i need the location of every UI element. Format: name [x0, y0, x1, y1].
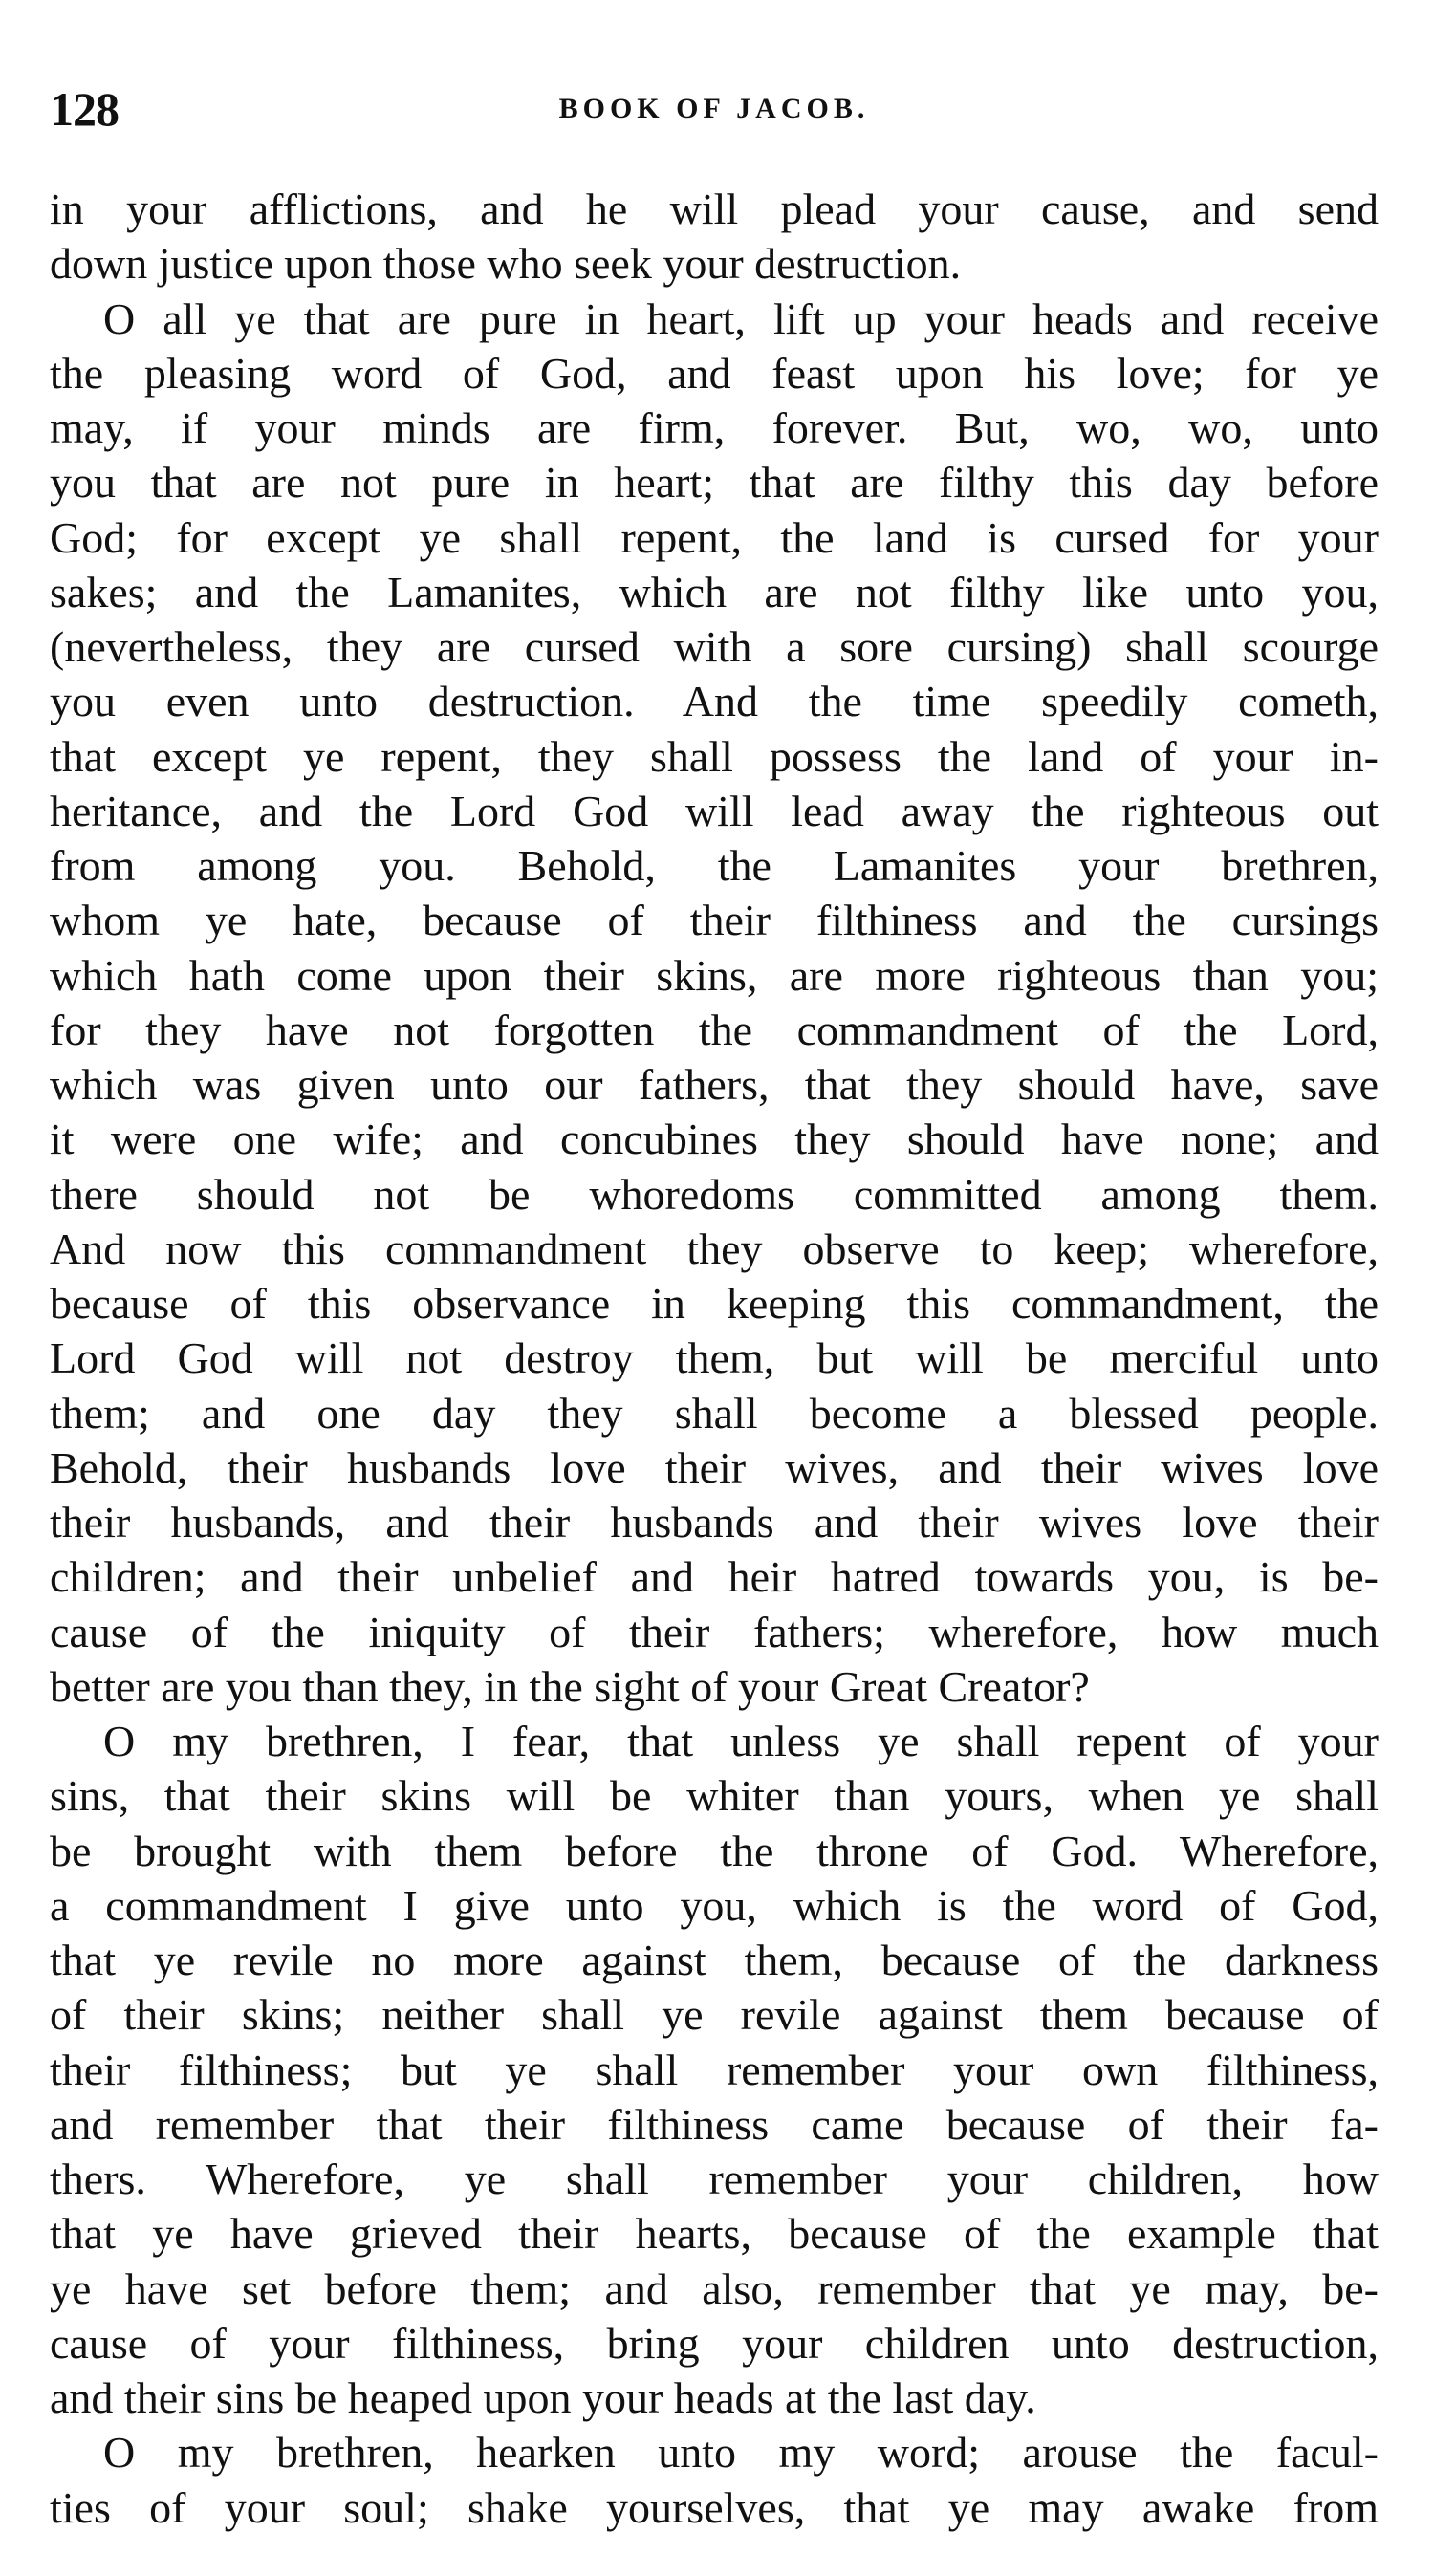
text-line: for they have not forgotten the commandment of the Lord,	[50, 1005, 1379, 1054]
text-line: and remember that their filthiness came because of their fa-	[50, 2099, 1379, 2149]
text-line: O all ye that are pure in heart, lift up your heads and receive	[103, 293, 1379, 343]
text-line: a commandment I give unto you, which is the word of God,	[50, 1880, 1379, 1930]
text-line: you even unto destruction. And the time speedily cometh,	[50, 677, 1379, 726]
text-line: And now this commandment they observe to keep; wherefore,	[50, 1223, 1379, 1273]
text-line: God; for except ye shall repent, the land is cursed for your	[50, 512, 1379, 562]
text-line: their filthiness; but ye shall remember your own filthiness,	[50, 2045, 1379, 2094]
running-head: BOOK OF JACOB.	[558, 93, 870, 124]
text-line: heritance, and the Lord God will lead away the righteous out	[50, 786, 1379, 835]
text-line: ties of your soul; shake yourselves, that ye may awake from	[50, 2482, 1379, 2532]
text-line: be brought with them before the throne of God. Wherefore,	[50, 1826, 1379, 1875]
text-line: O my brethren, hearken unto my word; arouse the facul-	[103, 2428, 1379, 2478]
text-line: it were one wife; and concubines they should have none; and	[50, 1115, 1379, 1164]
text-line: in your afflictions, and he will plead your cause, and send	[50, 184, 1379, 233]
text-line: O my brethren, I fear, that unless ye shall repent of your	[103, 1717, 1379, 1765]
text-line: that except ye repent, they shall possess the land of your in-	[50, 731, 1379, 781]
body-text	[50, 182, 1379, 2535]
text-line: the pleasing word of God, and feast upon his love; for ye	[50, 348, 1379, 398]
text-line: from among you. Behold, the Lamanites your brethren,	[50, 841, 1379, 890]
text-line: cause of your filthiness, bring your children unto destruction,	[50, 2318, 1379, 2368]
text-line: may, if your minds are firm, forever. But, wo, wo, unto	[50, 403, 1379, 452]
text-line: Behold, their husbands love their wives, and their wives love	[50, 1442, 1379, 1492]
text-line: and their sins be heaped upon your heads at the last day.	[50, 2373, 1036, 2422]
text-line: that ye have grieved their hearts, because of the example that	[50, 2209, 1379, 2259]
text-line: of their skins; neither shall ye revile against them because of	[50, 1990, 1379, 2040]
text-line: them; and one day they shall become a blessed people.	[50, 1388, 1379, 1438]
text-line: sakes; and the Lamanites, which are not filthy like unto you,	[50, 567, 1379, 617]
text-line: down justice upon those who seek your destruction.	[50, 239, 962, 289]
text-line: sins, that their skins will be whiter than yours, when ye shall	[50, 1771, 1379, 1821]
text-line: better are you than they, in the sight of your Great Creator?	[50, 1661, 1090, 1711]
text-line: whom ye hate, because of their filthiness and the cursings	[50, 896, 1379, 945]
text-line: cause of the iniquity of their fathers; wherefore, how much	[50, 1607, 1379, 1656]
text-line: (nevertheless, they are cursed with a sore cursing) shall scourge	[50, 622, 1379, 671]
text-line: which hath come upon their skins, are more righteous than you;	[50, 950, 1379, 1000]
text-line: because of this observance in keeping this commandment, the	[50, 1279, 1379, 1328]
page-header	[50, 80, 1379, 138]
text-line: Lord God will not destroy them, but will be merciful unto	[50, 1333, 1379, 1383]
text-line: thers. Wherefore, ye shall remember your children, how	[50, 2154, 1379, 2203]
text-line: ye have set before them; and also, remember that ye may, be-	[50, 2263, 1379, 2313]
text-line: that ye revile no more against them, because of the darkness	[50, 1936, 1379, 1984]
text-line: you that are not pure in heart; that are filthy this day before	[50, 458, 1379, 508]
text-line: there should not be whoredoms committed among them.	[50, 1169, 1379, 1219]
text-line: which was given unto our fathers, that they should have, save	[50, 1060, 1379, 1109]
page-number: 128	[50, 82, 119, 136]
text-line: children; and their unbelief and heir hatred towards you, is be-	[50, 1552, 1379, 1602]
text-line: their husbands, and their husbands and their wives love their	[50, 1498, 1379, 1547]
